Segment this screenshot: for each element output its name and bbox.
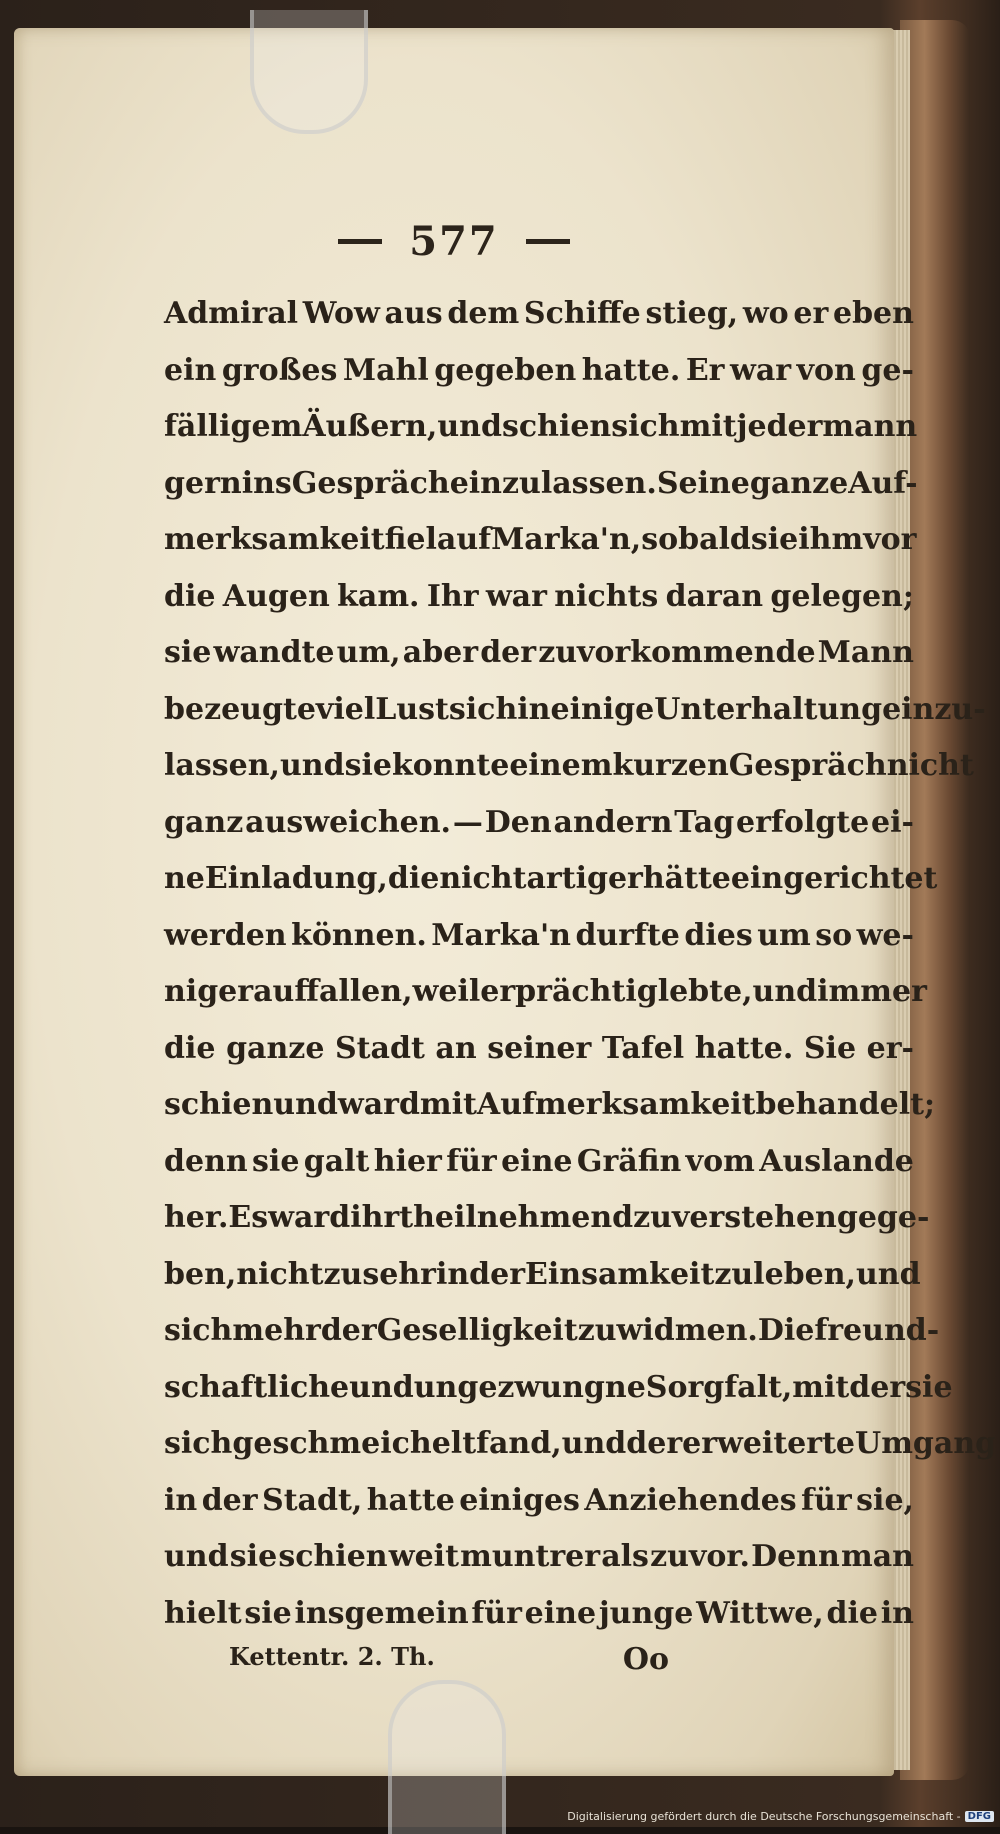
word: insgemein: [294, 1595, 469, 1631]
word: fiel: [384, 522, 437, 557]
word: Den: [484, 804, 552, 840]
word: mit: [419, 1087, 477, 1122]
word: sich: [611, 409, 680, 444]
word: hier: [373, 1143, 442, 1179]
word: ganz: [164, 804, 244, 840]
text-line: [164, 682, 986, 739]
word: durfte: [575, 917, 680, 953]
word: Unterhaltung: [654, 691, 883, 727]
word: eine: [524, 1595, 597, 1631]
word: ungezwungne: [413, 1369, 646, 1405]
word: die: [387, 861, 440, 896]
text-line: [164, 1190, 930, 1247]
word: hätte: [642, 861, 731, 896]
word: von: [796, 352, 856, 388]
word: sehr: [362, 1256, 436, 1292]
word: aus: [384, 296, 443, 331]
header-dash-left: [338, 239, 382, 244]
word: immer: [817, 974, 927, 1009]
word: sich: [448, 691, 518, 727]
word: ganze: [226, 1030, 325, 1066]
word: so: [815, 917, 853, 953]
word: erweiterte: [682, 1426, 856, 1461]
word: vor: [863, 522, 917, 557]
word: sich: [164, 1426, 233, 1461]
word: erfolgte: [736, 804, 870, 840]
text-line: [164, 1529, 914, 1586]
word: um,: [336, 635, 401, 670]
word: Seine: [656, 465, 750, 501]
word: behandelt;: [755, 1087, 936, 1122]
word: zu: [577, 1313, 617, 1348]
word: die: [164, 1030, 216, 1066]
word: sobald: [641, 522, 751, 557]
word: Äußern,: [302, 409, 438, 444]
word: ward: [268, 1200, 351, 1235]
text-line: [164, 625, 914, 682]
word: und: [561, 1426, 627, 1461]
word: leben,: [753, 1256, 856, 1292]
word: niger: [164, 974, 254, 1009]
page-clip-top: [250, 10, 368, 134]
word: andern: [553, 804, 673, 840]
word: hielt: [164, 1595, 242, 1631]
word: galt: [303, 1143, 370, 1179]
word: we-: [856, 917, 914, 953]
word: und: [855, 1256, 921, 1292]
word: sie: [905, 1369, 953, 1405]
word: Marka'n,: [491, 522, 642, 557]
word: her.: [164, 1200, 229, 1235]
word: schien: [278, 1539, 388, 1574]
text-line: [164, 569, 914, 626]
word: und: [273, 1087, 338, 1122]
word: Gespräch: [728, 748, 887, 783]
word: in: [164, 1482, 198, 1518]
page-body-text: [164, 286, 997, 1642]
word: ge-: [861, 352, 914, 388]
word: sich: [164, 1313, 233, 1348]
word: kam.: [337, 578, 420, 614]
word: gege-: [836, 1200, 930, 1235]
text-line: [164, 1303, 940, 1360]
word: gegeben: [434, 352, 577, 388]
word: kurzen: [612, 748, 729, 783]
word: zu: [714, 1256, 754, 1292]
word: und: [164, 1539, 229, 1574]
word: eben: [832, 296, 914, 331]
word: fand,: [476, 1426, 562, 1461]
word: zuvor.: [650, 1539, 750, 1574]
word: Denn: [751, 1539, 840, 1574]
word: vom: [685, 1143, 755, 1179]
word: für: [446, 1143, 497, 1179]
word: eingerichtet: [730, 861, 938, 896]
credit-text: Digitalisierung gefördert durch die Deutsche Forschungsgemeinschaft -: [567, 1810, 961, 1823]
word: Tafel: [601, 1030, 685, 1066]
word: der: [849, 1369, 906, 1405]
word: war: [485, 578, 547, 614]
text-line: [164, 1360, 953, 1417]
word: muntrer: [460, 1539, 601, 1574]
word: Lust: [375, 691, 449, 727]
word: sie: [164, 635, 212, 670]
digitization-credit: [567, 1810, 994, 1823]
word: ward: [337, 1087, 420, 1122]
word: der: [469, 1256, 526, 1292]
word: auffallen,: [253, 974, 413, 1009]
word: Einladung,: [204, 861, 388, 896]
word: Stadt: [335, 1030, 425, 1066]
word: ei-: [871, 804, 914, 840]
word: stieg,: [645, 296, 739, 331]
dfg-logo: DFG: [965, 1811, 994, 1822]
word: Wow: [302, 296, 380, 331]
word: zu: [323, 1256, 363, 1292]
word: merksamkeit: [164, 522, 385, 557]
word: Mann: [817, 635, 914, 670]
word: die: [826, 1595, 878, 1631]
page-header: [14, 218, 894, 265]
word: man: [840, 1539, 914, 1574]
word: mehr: [232, 1313, 321, 1348]
word: sie: [344, 748, 392, 783]
header-dash-right: [526, 239, 570, 244]
word: ihr: [350, 1200, 400, 1235]
text-line: [164, 399, 918, 456]
word: geschmeichelt: [232, 1426, 477, 1461]
word: um: [757, 917, 811, 953]
word: hatte: [366, 1482, 455, 1518]
word: Einsamkeit: [525, 1256, 715, 1292]
word: in: [880, 1595, 914, 1631]
word: sie: [750, 522, 799, 557]
text-line: [164, 456, 918, 513]
word: viel: [315, 691, 376, 727]
word: Ihr: [426, 578, 479, 614]
word: lebte,: [657, 974, 753, 1009]
word: daran: [665, 578, 764, 614]
word: nicht: [236, 1256, 324, 1292]
word: sie: [229, 1539, 278, 1574]
text-line: [164, 964, 927, 1021]
word: schien: [501, 409, 612, 444]
word: Gespräch: [291, 465, 450, 501]
word: Aufmerksamkeit: [476, 1087, 756, 1122]
word: schien: [164, 1087, 274, 1122]
word: ins: [241, 465, 292, 501]
word: Tag: [674, 804, 735, 840]
word: und: [752, 974, 818, 1009]
word: er: [793, 296, 829, 331]
word: zu: [633, 1200, 672, 1235]
word: für: [471, 1595, 522, 1631]
word: als: [601, 1539, 649, 1574]
text-line: [164, 286, 914, 343]
text-line: [164, 1586, 914, 1643]
word: Die: [757, 1313, 815, 1348]
signature-mark: Oo: [622, 1642, 669, 1677]
word: einzu-: [882, 691, 986, 727]
word: Augen: [222, 578, 330, 614]
running-title: Kettentr. 2. Th.: [229, 1642, 435, 1671]
word: —: [452, 804, 483, 840]
text-line: [164, 1416, 997, 1473]
word: seiner: [487, 1030, 592, 1066]
word: auf: [436, 522, 492, 557]
word: ihm: [798, 522, 864, 557]
word: einige: [550, 691, 655, 727]
page-number: 577: [409, 218, 499, 265]
word: Admiral: [164, 296, 299, 331]
word: gern: [164, 465, 242, 501]
word: Schiffe: [523, 296, 641, 331]
word: ein: [164, 352, 217, 388]
word: Auslande: [759, 1143, 914, 1179]
word: Wittwe,: [696, 1595, 824, 1631]
word: hatte.: [694, 1030, 794, 1066]
word: in: [517, 691, 551, 727]
word: mit: [792, 1369, 850, 1405]
word: er: [480, 974, 516, 1009]
word: dem: [447, 296, 520, 331]
word: weit: [388, 1539, 459, 1574]
word: die: [164, 578, 216, 614]
word: Er: [685, 352, 725, 388]
word: einzulassen.: [449, 465, 657, 501]
word: jedermann: [736, 409, 918, 444]
word: Auf-: [848, 465, 918, 501]
word: Stadt,: [262, 1482, 363, 1518]
word: Mahl: [342, 352, 429, 388]
word: widmen.: [616, 1313, 758, 1348]
word: sie,: [856, 1482, 914, 1518]
word: Sie: [803, 1030, 857, 1066]
word: nicht: [439, 861, 527, 896]
text-line: [164, 1247, 921, 1304]
word: artiger: [526, 861, 643, 896]
text-line: [164, 1134, 914, 1191]
word: Sorgfalt,: [645, 1369, 793, 1405]
word: können.: [291, 917, 427, 953]
word: der: [201, 1482, 258, 1518]
word: er-: [866, 1030, 914, 1066]
word: nichts: [554, 578, 659, 614]
text-line: [164, 1077, 936, 1134]
text-line: [164, 738, 974, 795]
word: großes: [221, 352, 338, 388]
book-page: [14, 28, 997, 1776]
word: lassen,: [164, 748, 280, 783]
text-line: [164, 1473, 914, 1530]
word: theilnehmend: [399, 1200, 634, 1235]
word: ne: [164, 861, 205, 896]
word: werden: [164, 917, 287, 953]
word: einem: [509, 748, 613, 783]
page-clip-bottom: [388, 1680, 506, 1834]
word: war: [730, 352, 792, 388]
word: sie: [252, 1143, 300, 1179]
word: ben,: [164, 1256, 237, 1292]
word: junge: [598, 1595, 694, 1631]
word: konnte: [391, 748, 510, 783]
word: denn: [164, 1143, 248, 1179]
text-line: [164, 343, 914, 400]
word: fälligem: [164, 409, 303, 444]
word: aber: [402, 635, 479, 670]
word: bezeugte: [164, 691, 316, 727]
text-line: [164, 512, 917, 569]
word: an: [435, 1030, 477, 1066]
text-line: [164, 1021, 914, 1078]
word: Anziehendes: [584, 1482, 797, 1518]
word: in: [435, 1256, 470, 1292]
word: dies: [684, 917, 753, 953]
word: prächtig: [515, 974, 658, 1009]
word: Marka'n: [431, 917, 571, 953]
word: nicht: [886, 748, 974, 783]
word: und: [279, 748, 345, 783]
word: hatte.: [581, 352, 681, 388]
word: gelegen;: [770, 578, 914, 614]
word: einiges: [459, 1482, 580, 1518]
word: eine: [501, 1143, 573, 1179]
text-line: [164, 795, 914, 852]
word: und: [349, 1369, 414, 1405]
word: wo: [742, 296, 789, 331]
word: freund-: [814, 1313, 940, 1348]
text-line: [164, 908, 914, 965]
word: ausweichen.: [245, 804, 451, 840]
word: wandte: [213, 635, 335, 670]
word: verstehen: [671, 1200, 837, 1235]
word: sie: [244, 1595, 292, 1631]
page-footer: [229, 1642, 669, 1677]
word: Gräfin: [576, 1143, 682, 1179]
word: Geselligkeit: [376, 1313, 578, 1348]
word: der: [626, 1426, 683, 1461]
word: für: [801, 1482, 852, 1518]
word: schaftliche: [164, 1369, 350, 1405]
word: ganze: [749, 465, 849, 501]
word: und: [437, 409, 502, 444]
word: zuvorkommende: [538, 635, 816, 670]
text-line: [164, 851, 938, 908]
word: Umgang: [855, 1426, 997, 1461]
word: Es: [228, 1200, 269, 1235]
word: weil: [412, 974, 481, 1009]
word: der: [320, 1313, 377, 1348]
word: der: [480, 635, 537, 670]
word: mit: [679, 409, 737, 444]
